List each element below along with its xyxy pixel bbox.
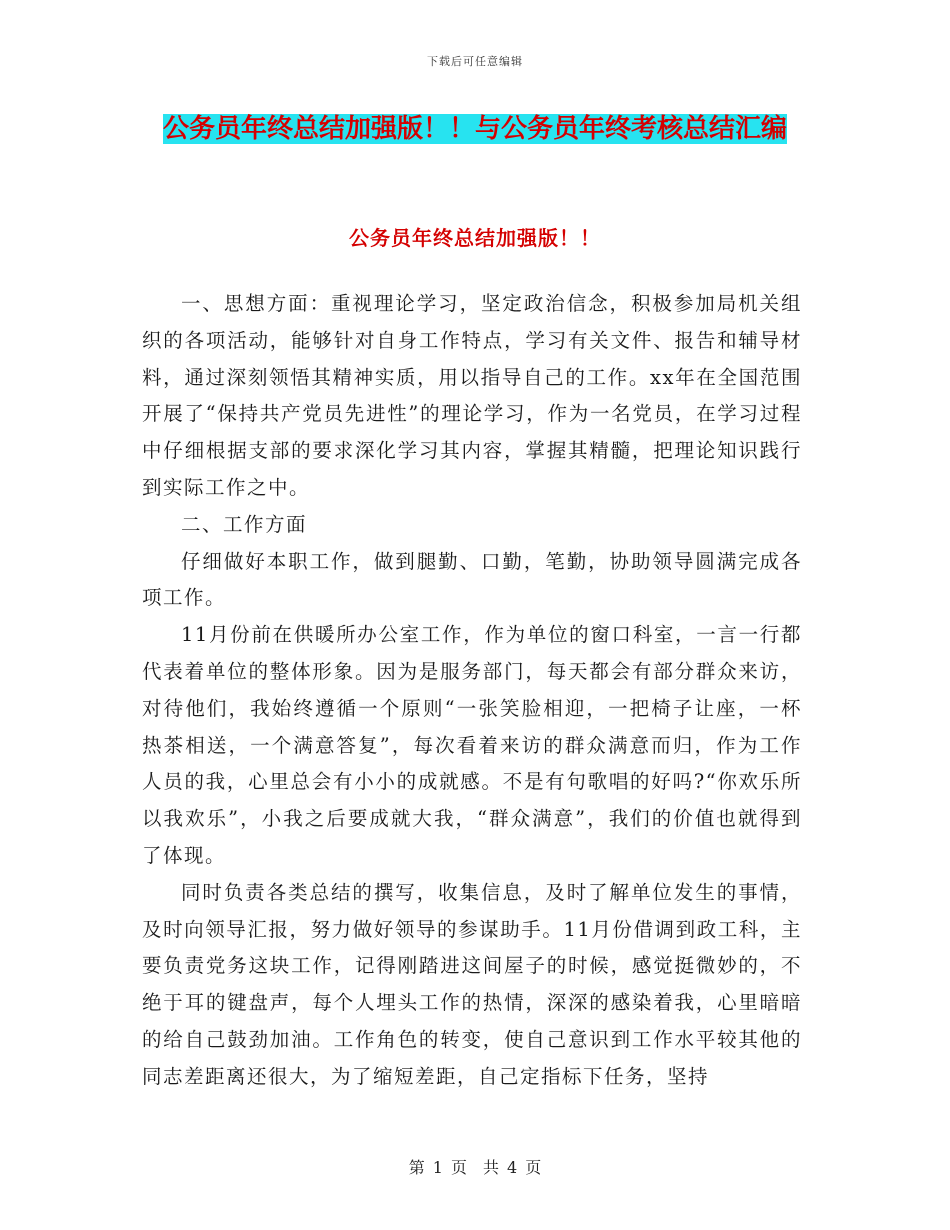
footer-page-number: 1	[432, 1158, 443, 1177]
page-footer	[0, 1155, 950, 1178]
paragraph-work-heading: 二、工作方面	[181, 512, 308, 536]
document-title	[120, 104, 830, 154]
paragraph-summary-work: 同时负责各类总结的撰写，收集信息，及时了解单位发生的事情，及时向领导汇报，努力做好领导的参谋助手。11月份借调到政工科，主要负责党务这块工作，记得刚踏进这间屋子的时候，感觉挺微妙的，不绝于耳的键盘声，每个人埋头工作的热情，深深的感染着我，心里暗暗的给自己鼓劲加油。工作角色的转变，使自己意识到工作水平较其他的同志差距离还很大，为了缩短差距，自己定指标下任务，坚持	[142, 880, 802, 1088]
paragraph-thought: 一、思想方面：重视理论学习，坚定政治信念，积极参加局机关组织的各项活动，能够针对自身工作特点，学习有关文件、报告和辅导材料，通过深刻领悟其精神实质，用以指导自己的工作。xx年在全国范围开展了“保持共产党员先进性”的理论学习，作为一名党员，在学习过程中仔细根据支部的要求深化学习其内容，掌握其精髓，把理论知识践行到实际工作之中。	[142, 292, 802, 499]
section-title: 公务员年终总结加强版！！	[349, 226, 601, 250]
document-title-text: 公务员年终总结加强版！！与公务员年终考核总结汇编	[162, 114, 787, 144]
paragraph-office-work: 11月份前在供暖所办公室工作，作为单位的窗口科室，一言一行都代表着单位的整体形象。因为是服务部门，每天都会有部分群众来访，对待他们，我始终遵循一个原则“一张笑脸相迎，一把椅子让座，一杯热茶相送，一个满意答复”，每次看着来访的群众满意而归，作为工作人员的我，心里总会有小小的成就感。不是有句歌唱的好吗?“你欢乐所以我欢乐”，小我之后要成就大我，“群众满意”，我们的价值也就得到了体现。	[142, 623, 802, 867]
footer-suffix: 页	[525, 1158, 542, 1177]
footer-prefix: 第	[408, 1158, 425, 1177]
document-body	[142, 286, 802, 1096]
footer-total-pages: 4	[507, 1158, 518, 1177]
paragraph-duties: 仔细做好本职工作，做到腿勤、口勤，笔勤，协助领导圆满完成各项工作。	[142, 549, 802, 610]
header-note: 下载后可任意编辑	[427, 55, 523, 68]
footer-middle: 页 共	[450, 1158, 499, 1177]
